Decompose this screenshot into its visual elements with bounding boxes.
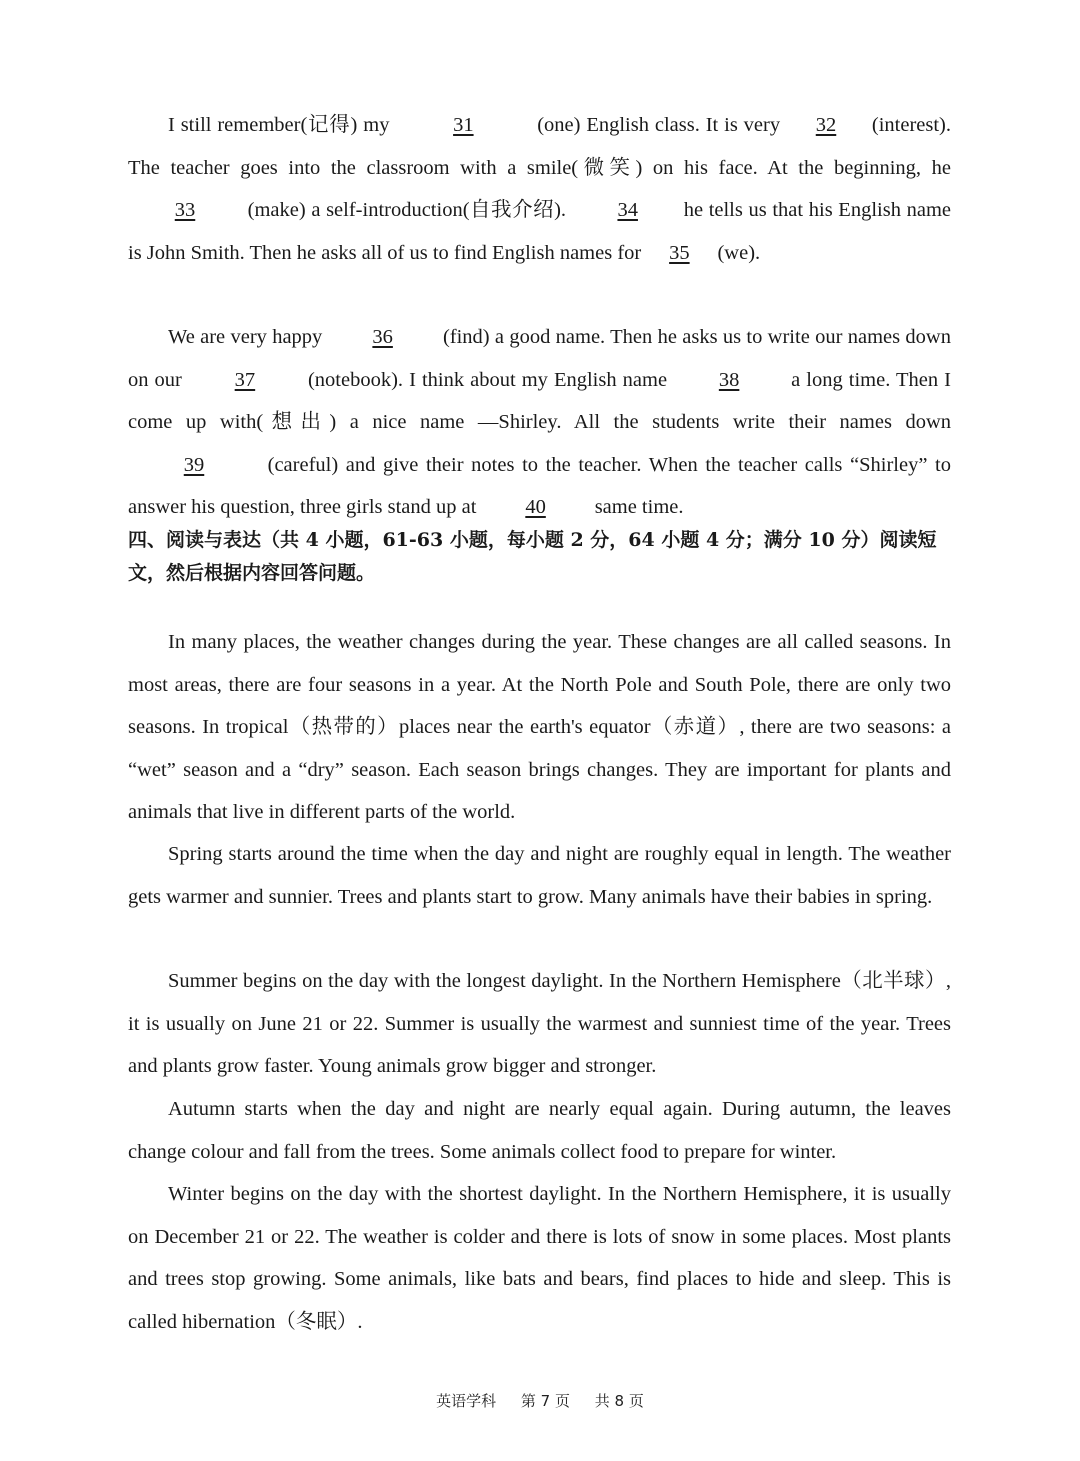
section-heading: 四、阅读与表达（共 4 小题，61-63 小题，每小题 2 分，64 小题 4 分；满分 10 分）阅读短文，然后根据内容回答问题。 bbox=[128, 529, 937, 584]
blank-31: 31 bbox=[453, 114, 474, 136]
blank-37: 37 bbox=[234, 368, 256, 391]
blank-38: 38 bbox=[718, 368, 740, 391]
reading-paragraph-winter: Winter begins on the day with the shortest daylight. In the Northern Hemisphere, it is usually on December 21 or 22. The weather is colder and there is lots of snow in some places. Most plants and trees stop growing. Some animals, like bats and bears, find places to hide and sleep. This is called hibernation（冬眠）. bbox=[128, 1183, 951, 1333]
reading-paragraph-autumn: Autumn starts when the day and night are nearly equal again. During autumn, the leaves change colour and fall from the trees. Some animals collect food to prepare for winter. bbox=[128, 1098, 951, 1163]
reading-paragraph-spring: Spring starts around the time when the day and night are roughly equal in length. The weather gets warmer and sunnier. Trees and plants start to grow. Many animals have their babies in spring. bbox=[128, 843, 951, 908]
blank-39: 39 bbox=[183, 453, 205, 476]
reading-paragraph-summer: Summer begins on the day with the longest daylight. In the Northern Hemisphere（北半球）, it is usually on June 21 or 22. Summer is usually the warmest and sunniest time of the year. Trees and plants grow faster. Young animals grow bigger and stronger. bbox=[128, 970, 951, 1077]
blank-33: 33 bbox=[174, 199, 196, 221]
blank-40: 40 bbox=[525, 496, 546, 518]
reading-paragraph-1: In many places, the weather changes during the year. These changes are all called seasons. In most areas, there are four seasons in a year. At the North Pole and South Pole, there are only two seasons. In tropical（热带的）places near the earth's equator（赤道）, there are two seasons: a “wet” season and a “dry” season. Each season brings changes. They are important for plants and animals that live in different parts of the world. bbox=[128, 631, 951, 823]
footer-page-total: 共 8 页 bbox=[594, 1392, 644, 1410]
cloze-paragraph-2: We are very happy 36 (find) a good name. Then he asks us to write our names down on our 37 (notebook). I think about my English name 38 a long time. Then I come up with(想出) a nice name —Shirley. All the students write their names down 39 (careful) and give their notes to the teacher. When the teacher calls “Shirley” to answer his question, three girls stand up at 40 same time. bbox=[128, 316, 951, 529]
footer-subject: 英语学科 bbox=[436, 1392, 497, 1410]
blank-35: 35 bbox=[669, 241, 690, 264]
blank-32: 32 bbox=[815, 114, 837, 136]
footer-page-number: 第 7 页 bbox=[520, 1392, 570, 1410]
page-footer bbox=[0, 1390, 1080, 1411]
cloze-paragraph-1: I still remember(记得) my 31 (one) English class. It is very 32 (interest). The teacher goes into the classroom with a smile(微笑) on his face. At the beginning, he 33 (make) a self-introduction(自我介绍). 34 he tells us that his English name is John Smith. Then he asks all of us to find English names for 35 (we). bbox=[128, 104, 951, 274]
blank-36: 36 bbox=[372, 326, 393, 348]
blank-34: 34 bbox=[617, 199, 638, 221]
